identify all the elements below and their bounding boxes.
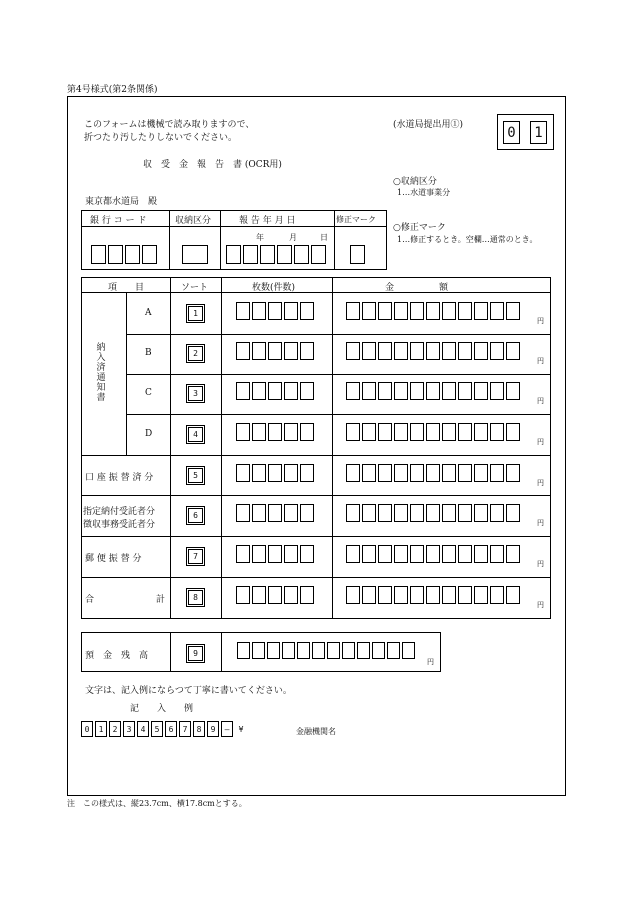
- amount-boxes[interactable]: [346, 423, 522, 441]
- example-char: 2: [109, 721, 121, 737]
- count-boxes[interactable]: [236, 586, 316, 604]
- col-item: 項 目: [108, 283, 145, 293]
- legend-correction-title: ○修正マーク: [393, 223, 446, 233]
- balance-code: 9: [188, 646, 203, 661]
- row-label-account-transfer: 口 座 振 替 済 分: [85, 473, 154, 483]
- form-code-digit-1: 0: [503, 121, 520, 144]
- sort-code-box: [186, 384, 205, 403]
- count-boxes[interactable]: [236, 423, 316, 441]
- header-correction: 修正マーク: [336, 215, 376, 224]
- example-char: 0: [81, 721, 93, 737]
- amount-boxes[interactable]: [346, 464, 522, 482]
- example-char: 8: [193, 721, 205, 737]
- date-year-label: 年: [256, 233, 264, 242]
- count-boxes[interactable]: [236, 382, 316, 400]
- count-boxes[interactable]: [236, 464, 316, 482]
- col-sort: ソート: [181, 283, 209, 293]
- bank-name-label: 金融機関名: [296, 727, 336, 736]
- header-category: 収納区分: [175, 216, 212, 226]
- legend-correction-item: 1…修正するとき。空欄…通常のとき。: [397, 235, 538, 244]
- example-char: 3: [123, 721, 135, 737]
- row-label-a: A: [145, 308, 152, 318]
- sort-code: 3: [188, 386, 203, 401]
- legend-category-title: ○収納区分: [393, 177, 437, 187]
- row-label-d: D: [145, 429, 153, 439]
- count-boxes[interactable]: [236, 545, 316, 563]
- example-title: 記 入 例: [130, 704, 194, 714]
- form-code-digit-2: 1: [530, 121, 547, 144]
- main-table: [81, 277, 551, 619]
- report-date-boxes[interactable]: [226, 245, 328, 264]
- balance-amount-boxes[interactable]: [237, 642, 417, 659]
- instruction: 文字は、記入例にならつて丁寧に書いてください。: [85, 686, 292, 696]
- recipient: 東京都水道局 殿: [85, 197, 158, 207]
- amount-yen: 円: [537, 317, 544, 325]
- amount-yen: 円: [537, 438, 544, 446]
- sort-code-box: [186, 506, 205, 525]
- sort-code-box: [186, 304, 205, 323]
- example-char: 6: [165, 721, 177, 737]
- header-report-date: 報 告 年 月 日: [239, 216, 296, 226]
- example-boxes: [81, 721, 249, 737]
- amount-yen: 円: [537, 357, 544, 365]
- count-boxes[interactable]: [236, 504, 316, 522]
- example-char: —: [221, 721, 233, 737]
- header-bank-code: 銀 行 コ ー ド: [90, 216, 147, 226]
- amount-yen: 円: [537, 479, 544, 487]
- amount-boxes[interactable]: [346, 342, 522, 360]
- amount-yen: 円: [537, 601, 544, 609]
- row-label-c: C: [145, 388, 152, 398]
- balance-yen: 円: [427, 658, 434, 666]
- row-label-total-left: 合: [85, 595, 95, 605]
- intro-line-2: 折つたり汚したりしないでください。: [84, 133, 238, 143]
- sort-code: 8: [188, 590, 203, 605]
- sort-code-box: [186, 344, 205, 363]
- sort-code: 6: [188, 508, 203, 523]
- intro-line-1: このフォームは機械で読み取りますので、: [84, 120, 255, 130]
- example-char: ¥: [238, 724, 244, 734]
- legend-category-item: 1…水道事業分: [397, 188, 451, 197]
- amount-boxes[interactable]: [346, 302, 522, 320]
- count-boxes[interactable]: [236, 302, 316, 320]
- sort-code: 4: [188, 427, 203, 442]
- amount-yen: 円: [537, 397, 544, 405]
- sort-code-box: [186, 588, 205, 607]
- group-label-notice: 納入済通知書: [96, 343, 106, 403]
- row-label-postal-transfer: 郵 便 振 替 分: [85, 554, 142, 564]
- example-char: 4: [137, 721, 149, 737]
- amount-boxes[interactable]: [346, 545, 522, 563]
- sort-code-box: [186, 466, 205, 485]
- date-day-label: 日: [320, 233, 328, 242]
- row-label-total-right: 計: [156, 595, 166, 605]
- col-amount: 金 額: [385, 283, 449, 293]
- example-char: 9: [207, 721, 219, 737]
- example-char: 7: [179, 721, 191, 737]
- row-label-b: B: [145, 348, 152, 358]
- sort-code-box: [186, 547, 205, 566]
- col-count: 枚数(件数): [252, 283, 296, 293]
- sort-code: 2: [188, 346, 203, 361]
- example-char: 1: [95, 721, 107, 737]
- sort-code-box: [186, 425, 205, 444]
- amount-boxes[interactable]: [346, 586, 522, 604]
- row-label-designated-2: 徴収事務受託者分: [83, 520, 156, 530]
- category-box[interactable]: [182, 245, 210, 264]
- sort-code: 1: [188, 306, 203, 321]
- amount-yen: 円: [537, 560, 544, 568]
- sort-code: 5: [188, 468, 203, 483]
- note: 注 この様式は、縦23.7cm、横17.8cmとする。: [67, 799, 247, 808]
- amount-boxes[interactable]: [346, 382, 522, 400]
- row-label-designated-1: 指定納付受託者分: [83, 507, 156, 517]
- page-title: 収 受 金 報 告 書 (OCR用): [143, 160, 282, 170]
- sort-code: 7: [188, 549, 203, 564]
- amount-yen: 円: [537, 519, 544, 527]
- count-boxes[interactable]: [236, 342, 316, 360]
- balance-code-box: [186, 644, 205, 663]
- amount-boxes[interactable]: [346, 504, 522, 522]
- balance-label: 預 金 残 高: [85, 651, 149, 661]
- date-month-label: 月: [289, 233, 297, 242]
- submit-label: (水道局提出用①): [393, 120, 464, 130]
- bank-code-boxes[interactable]: [91, 245, 159, 264]
- example-char: 5: [151, 721, 163, 737]
- correction-box[interactable]: [350, 245, 367, 264]
- form-number: 第4号様式(第2条関係): [67, 85, 158, 95]
